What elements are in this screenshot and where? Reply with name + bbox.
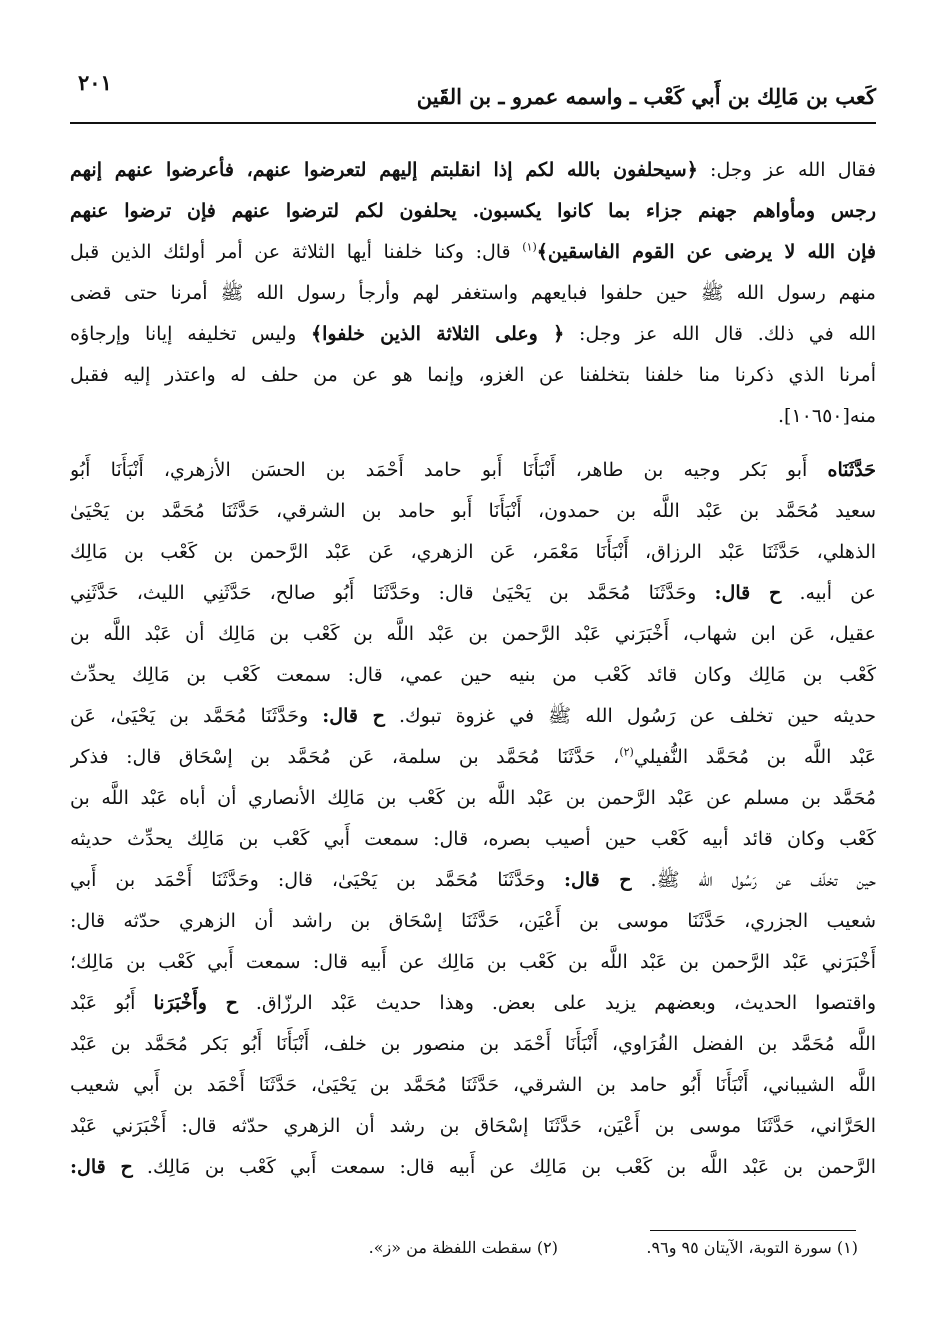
text-line: أمرنا الذي ذكرنا منا خلفنا بتخلفنا عن الغزو، وإنما هو عن من حلف له واعتذر إليه فقبل: [70, 364, 876, 386]
tahwil-marker: ح قال:: [70, 1156, 133, 1178]
quran-quote: ﴿سيحلفون بالله لكم إذا انقلبتم إليهم لتعرضوا عنهم، فأعرضوا عنهم إنهم: [70, 159, 698, 181]
text-line: [70, 573, 876, 614]
text-line: اللَّه الشيباني، أَنْبَأَنَا أَبُو حامد بن الشرقي، حَدَّثَنَا مُحَمَّد بن يَحْيَىٰ، حَدَّثَنَا أَحْمَد بن أَبي شعيب: [70, 1074, 876, 1096]
running-title: كَعب بن مَالِك بن أَبي كَعْب ـ واسمه عمرو ـ بن القَين: [416, 84, 876, 109]
text-segment: أَبو بَكر وجيه بن طاهر، أَنْبَأَنَا أَبو حامد أَحْمَد بن الحسَن الأزهري، أَنْبَأَنَا أَبُو: [70, 459, 828, 481]
footnote-marker: (١): [522, 240, 537, 254]
text-line: [70, 737, 876, 778]
text-segment: أَبُو عَبْد: [70, 992, 154, 1014]
text-line: [70, 232, 876, 273]
text-line: كَعْب وكان قائد أبيه كَعْب حين أصيب بصره، قال: سمعت أَبي كَعْب بن مَالِك يحدِّث حديثه: [70, 828, 876, 850]
footnote-marker: (٢): [619, 745, 634, 759]
paragraph-1: [70, 150, 876, 437]
tahwil-marker: ح قال:: [564, 869, 632, 891]
text-line: الذهلي، حَدَّثَنَا عَبْد الرزاق، أَنْبَأَنَا مَعْمَر، عَن الزهري، عَن عَبْد الرَّحمن بن كَعْب بن مَالِك: [70, 541, 876, 563]
text-line: منهم رسول الله ﷺ حين حلفوا فبايعهم واستغفر لهم وأرجأ رسول الله ﷺ أمرنا حتى قضى: [70, 282, 876, 304]
text-segment: وحَدَّثَنَا مُحَمَّد بن يَحْيَىٰ، عَن: [70, 705, 323, 727]
text-line: مُحَمَّد بن مسلم عن عَبْد الرَّحمن بن عَبْد اللَّه بن كَعْب بن مَالِك الأنصاري أن أباه عَبْد اللَّه بن: [70, 787, 876, 809]
tahwil-marker: ح قال:: [714, 582, 782, 604]
footnotes: [270, 1238, 858, 1268]
text-line: اللَّه مُحَمَّد بن الفضل الفُرَاوي، أَنْبَأَنَا أَحْمَد بن منصور بن خلف، أَنْبَأَنَا أَبُو بَكر مُحَمَّد بن عَبْد: [70, 1033, 876, 1055]
text-line: منه[١٠٦٥٠].: [778, 405, 876, 427]
text-line: [70, 1147, 876, 1188]
text-line: شعيب الجزري، حَدَّثَنَا موسى بن أَعْيَن، حَدَّثَنَا إسْحَاق بن راشد أن الزهري حدّثه قال:: [70, 910, 876, 932]
text-segment: الله في ذلك. قال الله عز وجل:: [564, 323, 876, 345]
text-line: سعيد مُحَمَّد بن عَبْد اللَّه بن حمدون، أَنْبَأَنَا أَبو حامد بن الشرقي، حَدَّثَنَا مُحَمَّد بن يَحْيَىٰ: [70, 500, 876, 522]
footnote-rule: [650, 1230, 856, 1231]
text-segment: فقال الله عز وجل:: [697, 159, 876, 181]
text-line: عقيل، عَن ابن شهاب، أَخْبَرَني عَبْد الرَّحمن بن عَبْد اللَّه بن كَعْب بن مَالِك أن عَبْد اللَّه بن: [70, 623, 876, 645]
text-segment: ، حَدَّثَنَا مُحَمَّد بن سلمة، عَن مُحَمَّد بن إسْحَاق قال: فذكر: [70, 746, 620, 768]
text-segment: حين تخلّف عن رَسُول الله ﷺ.: [631, 869, 876, 891]
text-segment: حديثه حين تخلف عن رَسُول الله ﷺ في غزوة تبوك.: [384, 705, 876, 727]
tahwil-marker: ح قال:: [322, 705, 385, 727]
quran-quote: ﴿ وعلى الثلاثة الذين خلفوا﴾: [310, 323, 565, 345]
text-segment: واقتصوا الحديث، وبعضهم يزيد على بعض. وهذا حديث عَبْد الرزّاق.: [237, 992, 876, 1014]
text-line: [70, 696, 876, 737]
quran-quote-line: رجس ومأواهم جهنم جزاء بما كانوا يكسبون. يحلفون لكم لترضوا عنهم فإن ترضوا عنهم: [70, 200, 876, 222]
footnote-2: (٢) سقطت اللفظة من «ز».: [368, 1238, 558, 1257]
text-line: كَعْب بن مَالِك وكان قائد كَعْب من بنيه حين عمي، قال: سمعت كَعْب بن مَالِك يحدِّث: [70, 664, 876, 686]
text-line: الحَرَّاني، حَدَّثَنَا موسى بن أَعْيَن، حَدَّثَنَا إسْحَاق بن رشد أن الزهري حدّثه قال: أَخْبَرَني عَبْد: [70, 1115, 876, 1137]
text-line: [70, 314, 876, 355]
hadith-opening: حَدَّثَنَاه: [827, 459, 876, 481]
text-segment: الرَّحمن بن عَبْد اللَّه بن كَعْب بن مَالِك عن أَبيه قال: سمعت أَبي كَعْب بن مَالِك.: [132, 1156, 876, 1178]
tahwil-marker: ح وأَخْبَرَنا: [153, 992, 238, 1014]
text-line: [70, 983, 876, 1024]
text-segment: قال: وكنا خلفنا أيها الثلاثة عن أمر أولئك الذين قبل: [70, 241, 523, 263]
text-line: [70, 860, 876, 901]
text-segment: عن أبيه.: [781, 582, 876, 604]
paragraph-2: [70, 450, 876, 1188]
text-segment: وحَدَّثَنَا مُحَمَّد بن يَحْيَىٰ قال: وحَدَّثَنَا أَبُو صالح، حَدَّثَنِي الليث، حَدَّثَنِي: [70, 582, 715, 604]
quran-quote: فإن الله لا يرضى عن القوم الفاسقين﴾: [536, 241, 876, 263]
header-rule: [70, 122, 876, 124]
footnote-1: (١) سورة التوبة، الآيتان ٩٥ و٩٦.: [646, 1238, 858, 1257]
text-line: أَخْبَرَني عَبْد الرَّحمن بن عَبْد اللَّه بن كَعْب بن مَالِك عن أَبيه قال: سمعت أَبي كَعْب بن مَالِك؛: [70, 951, 876, 973]
text-line: [70, 150, 876, 191]
page-number: ٢٠١: [78, 70, 112, 95]
text-segment: وليس تخليفه إيانا وإرجاؤه: [70, 323, 311, 345]
text-line: [70, 450, 876, 491]
text-segment: عَبْد اللَّه بن مُحَمَّد النُّفيلي: [633, 746, 876, 768]
text-segment: وحَدَّثَنَا مُحَمَّد بن يَحْيَىٰ، قال: وحَدَّثَنَا أَحْمَد بن أَبي: [70, 869, 564, 891]
